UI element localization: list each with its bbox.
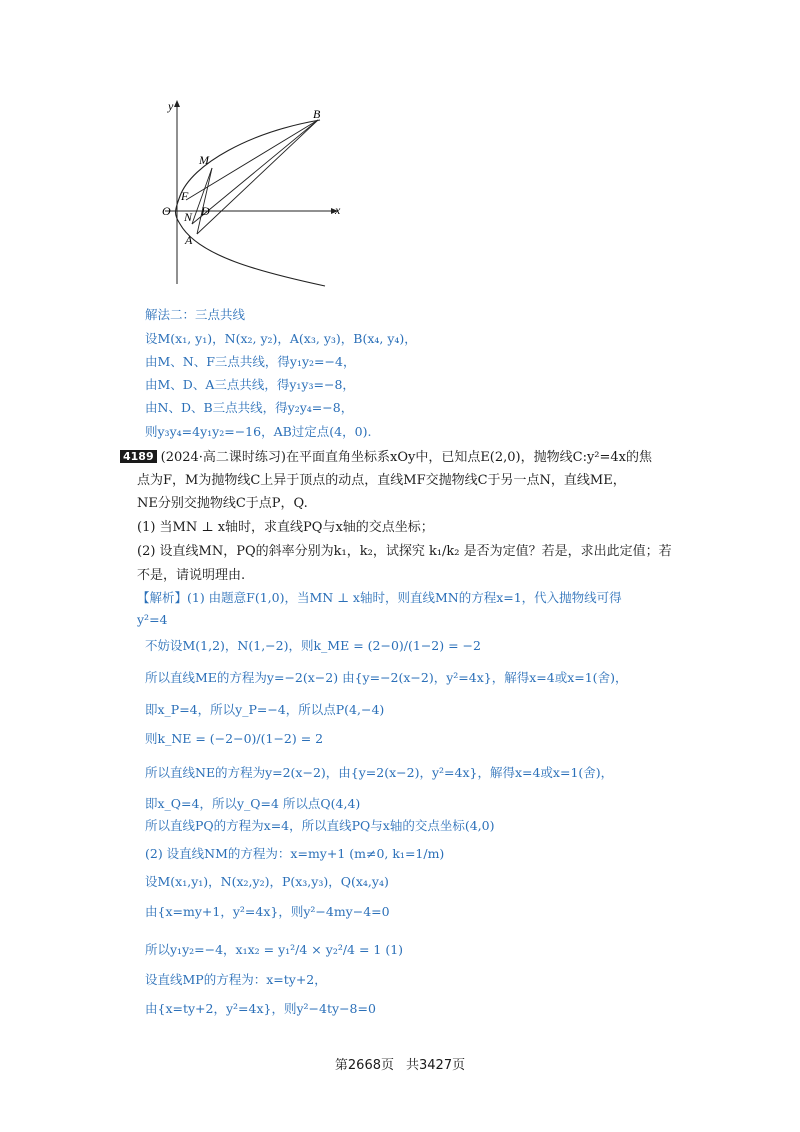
problem-stem-3: NE分别交抛物线C于点P，Q.: [137, 496, 308, 511]
line-MA: [197, 168, 212, 234]
method2-line-4: 由N、D、B三点共线，得y₂y₄=−8，: [145, 400, 354, 415]
solution-line-15: 由{x=ty+2，y²=4x}，则y²−4ty−8=0: [145, 1001, 376, 1016]
question-1: (1) 当MN ⊥ x轴时，求直线PQ与x轴的交点坐标；: [137, 520, 434, 535]
solution-line-7: 所以直线NE的方程为y=2(x−2)，由{y=2(x−2)，y²=4x}，解得x=4或x=1(舍)，: [145, 765, 614, 780]
solution-line-9: 所以直线PQ的方程为x=4，所以直线PQ与x轴的交点坐标(4,0): [145, 818, 495, 833]
label-M: M: [199, 153, 209, 167]
question-2: (2) 设直线MN，PQ的斜率分别为k₁，k₂，试探究 k₁/k₂ 是否为定值？若是，求出此定值；若: [137, 544, 672, 559]
solution-line-5: 即x_P=4，所以y_P=−4，所以点P(4,−4): [145, 702, 385, 717]
solution-line-12: 由{x=my+1，y²=4x}，则y²−4my−4=0: [145, 904, 390, 919]
problem-number: 4189: [120, 450, 157, 463]
solution-line-13: 所以y₁y₂=−4，x₁x₂ = y₁²/4 × y₂²/4 = 1 (1): [145, 942, 404, 957]
page-total: 共3427页: [406, 1058, 466, 1073]
solution-line-2: y²=4: [137, 612, 168, 627]
solution-line-1: 【解析】(1) 由题意F(1,0)，当MN ⊥ x轴时，则直线MN的方程x=1，代入抛物线可得: [137, 590, 622, 605]
solution-line-10: (2) 设直线NM的方程为：x=my+1 (m≠0, k₁=1/m): [145, 846, 445, 861]
solution-line-4: 所以直线ME的方程为y=−2(x−2) 由{y=−2(x−2)，y²=4x}，解得x=4或x=1(舍)，: [145, 670, 628, 685]
solution-line-14: 设直线MP的方程为：x=ty+2，: [145, 972, 327, 987]
label-N: N: [184, 210, 193, 224]
solution-line-8: 即x_Q=4，所以y_Q=4 所以点Q(4,4): [145, 796, 361, 811]
solution-line-6: 则k_NE = (−2−0)/(1−2) = 2: [145, 731, 324, 746]
method2-line-5: 则y₃y₄=4y₁y₂=−16，AB过定点(4，0).: [145, 424, 372, 439]
method2-line-3: 由M、D、A三点共线，得y₁y₃=−8，: [145, 377, 355, 392]
page-number: 第2668页: [334, 1058, 394, 1073]
label-y: y: [168, 99, 174, 113]
problem-stem-text-1: (2024·高二课时练习)在平面直角坐标系xOy中，已知点E(2,0)，抛物线C:y²=4x的焦: [160, 450, 653, 465]
y-axis-arrow: [174, 100, 180, 107]
parabola-figure: [140, 96, 370, 291]
page-footer: [0, 1054, 800, 1073]
parabola-curve: [176, 120, 326, 286]
label-F: F: [181, 189, 189, 203]
solution-line-3: 不妨设M(1,2)，N(1,−2)，则k_ME = (2−0)/(1−2) = −2: [145, 638, 481, 653]
problem-stem-1: [120, 450, 652, 464]
label-O: O: [162, 204, 171, 218]
solution-line-11: 设M(x₁,y₁)，N(x₂,y₂)，P(x₃,y₃)，Q(x₄,y₄): [145, 874, 389, 889]
method2-line-1: 设M(x₁, y₁)，N(x₂, y₂)，A(x₃, y₃)，B(x₄, y₄)，: [145, 331, 417, 346]
label-x: x: [335, 203, 341, 217]
method2-line-2: 由M、N、F三点共线，得y₁y₂=−4，: [145, 354, 356, 369]
label-B: B: [313, 107, 321, 121]
question-2-cont: 不是，请说明理由.: [137, 568, 246, 583]
problem-stem-2: 点为F，M为抛物线C上异于顶点的动点，直线MF交抛物线C于另一点N，直线ME，: [137, 473, 626, 488]
label-A: A: [185, 233, 193, 247]
label-D: D: [201, 204, 210, 218]
method2-title: 解法二：三点共线: [145, 307, 246, 322]
